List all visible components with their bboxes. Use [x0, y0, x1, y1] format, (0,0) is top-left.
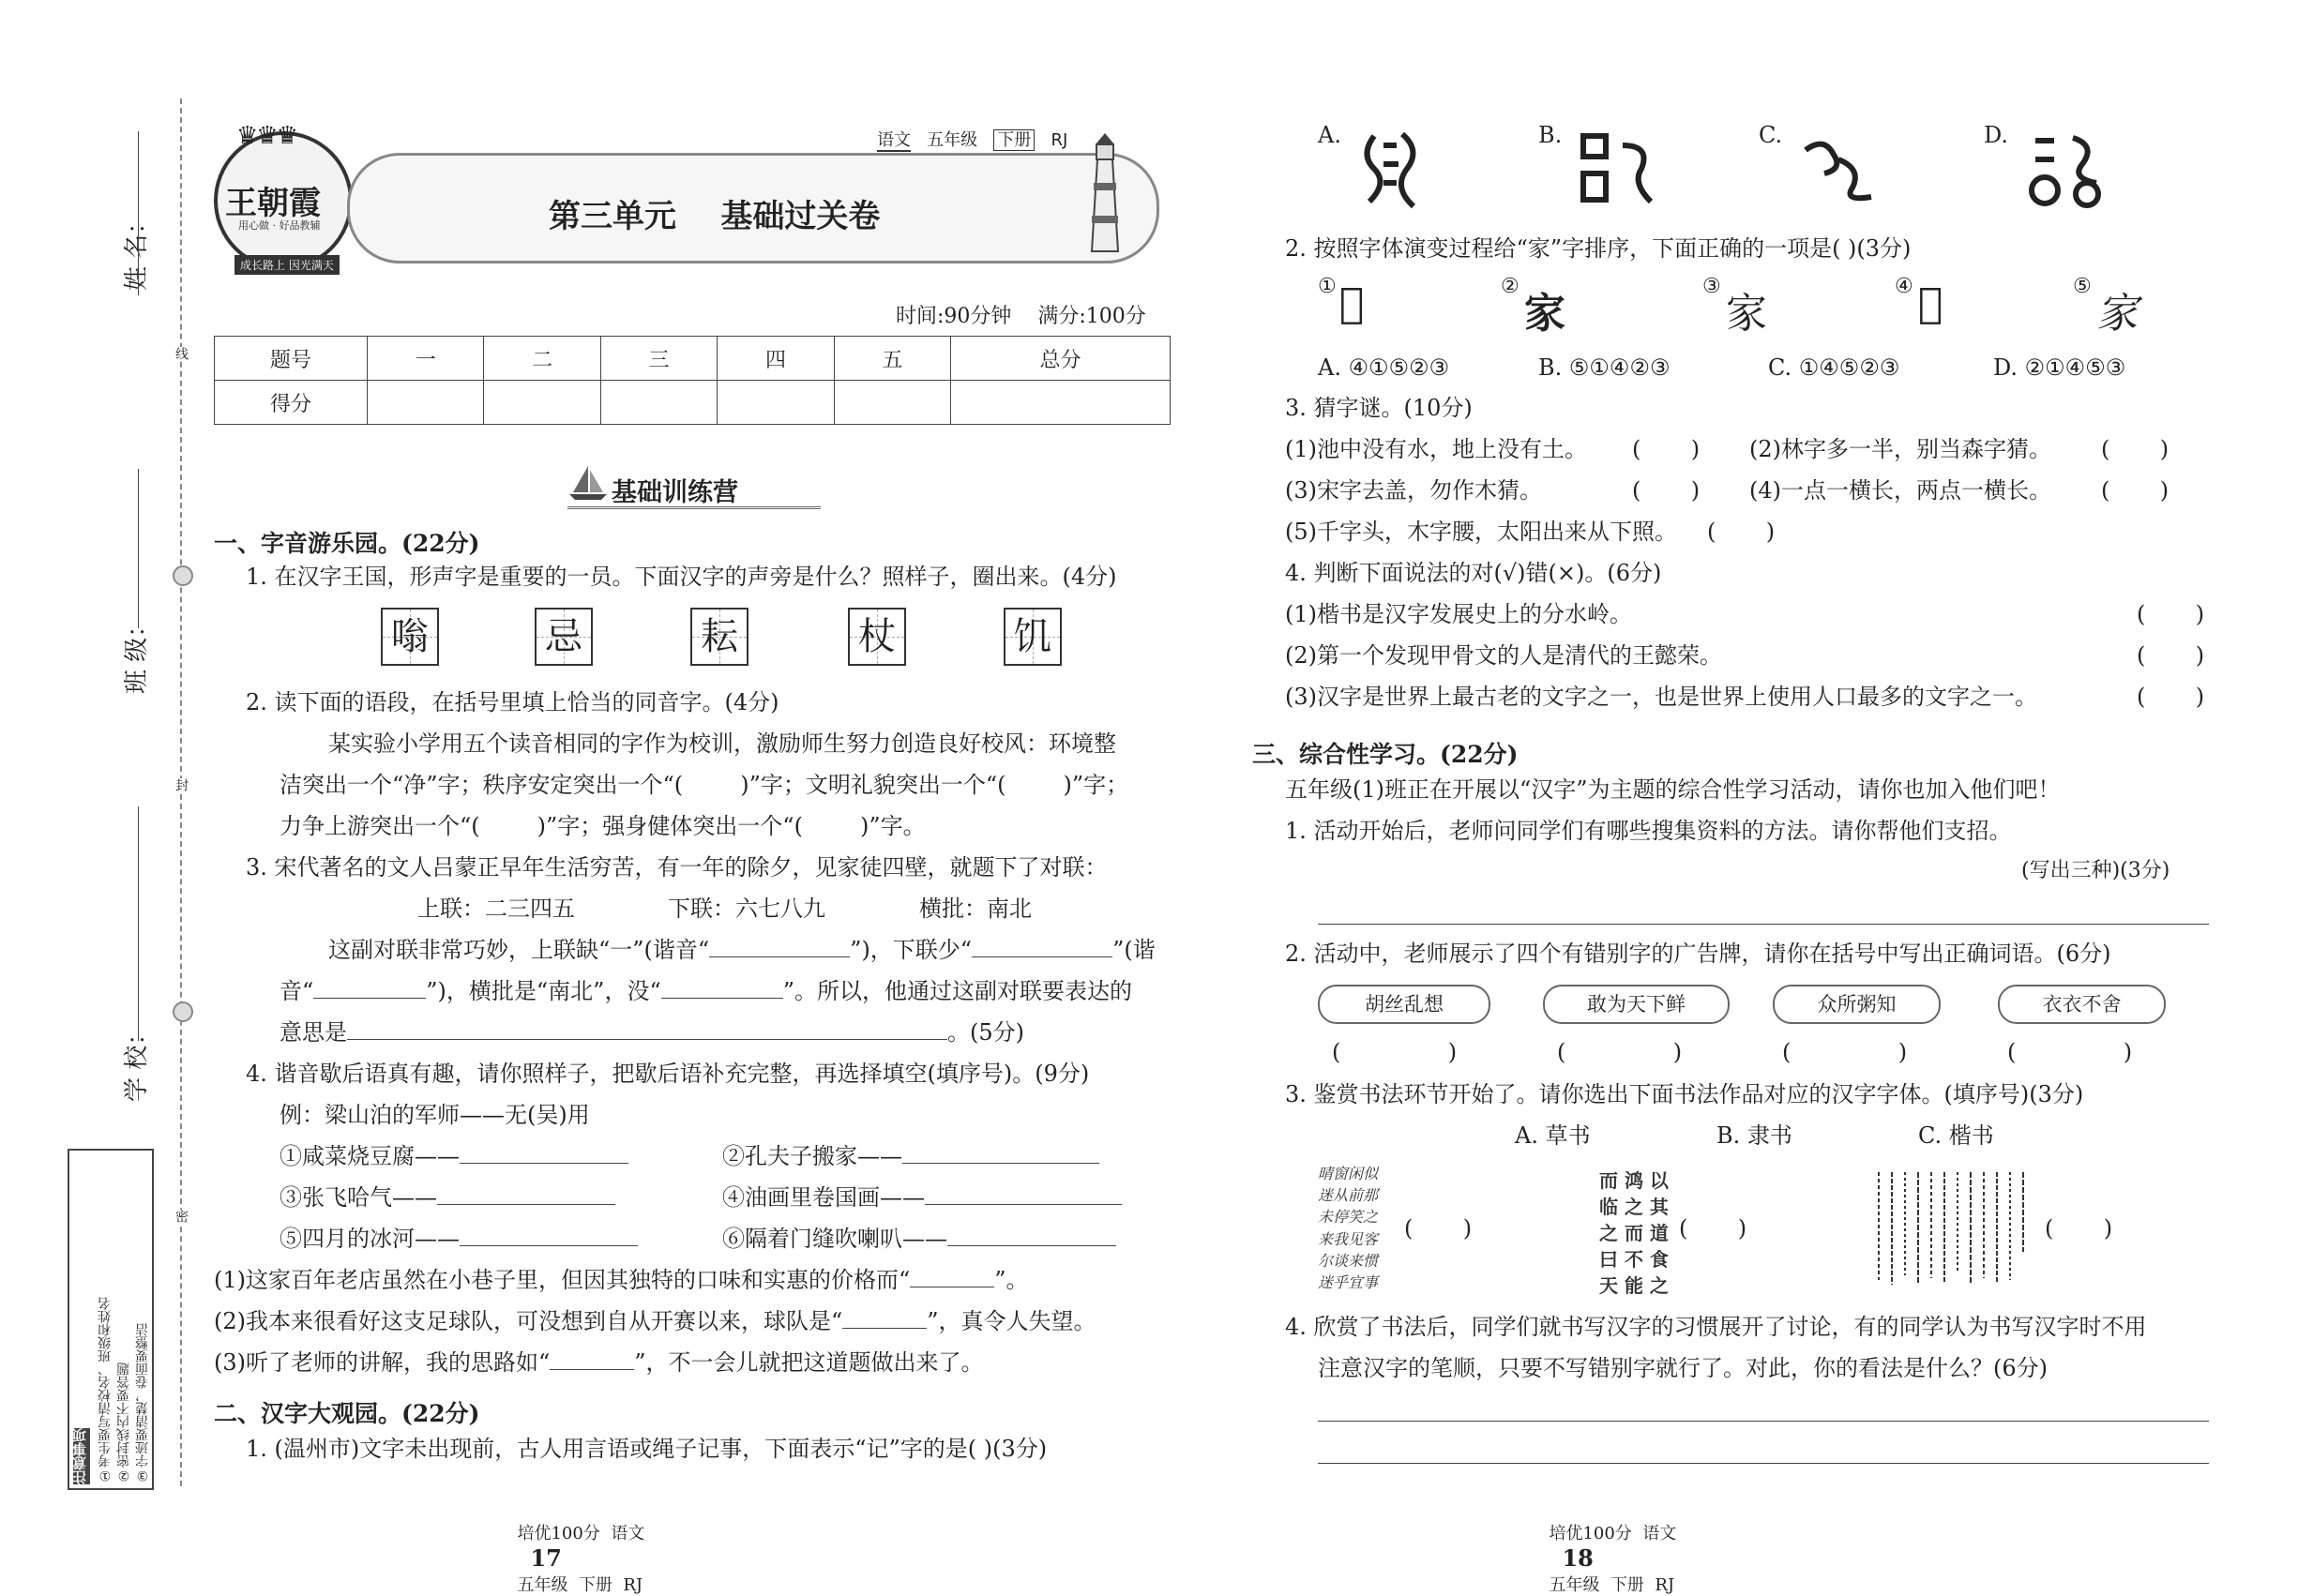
- blank-field[interactable]: [925, 1204, 1122, 1205]
- jia-glyph-5: 家: [2096, 290, 2138, 338]
- answer-line[interactable]: [1318, 1421, 2209, 1422]
- notice-title: 注意事项: [71, 1428, 88, 1484]
- question-1-1: 1. 在汉字王国，形声字是重要的一员。下面汉字的声旁是什么？照样子，圈出来。(4分): [246, 564, 1117, 590]
- answer-paren[interactable]: ( ): [1404, 1215, 1473, 1242]
- ad-sign: 敢为天下鲜: [1543, 985, 1730, 1024]
- score-header-row: [215, 337, 1171, 381]
- footer-book: 培优100分 语文: [1549, 1524, 1677, 1543]
- char-box[interactable]: 杖: [848, 608, 906, 666]
- score-row-label: 得分: [215, 381, 368, 425]
- q4-sentence: (1)这家百年老店虽然在小巷子里，但因其独特的口味和实惠的价格而“ ”。: [214, 1267, 1029, 1293]
- answer-line[interactable]: [1318, 1463, 2209, 1464]
- section-3-intro: 五年级(1)班正在开展以“汉字”为主题的综合性学习活动，请你也加入他们吧！: [1285, 776, 2061, 803]
- xiehouyu-item: ⑥隔着门缝吹喇叭——: [722, 1227, 1116, 1250]
- option-label: B.: [1538, 122, 1563, 148]
- blank-field[interactable]: [947, 1245, 1116, 1246]
- footer-right: [1538, 1500, 1676, 1596]
- answer-paren[interactable]: ( ): [1782, 1039, 1908, 1065]
- score-table: [214, 336, 1171, 425]
- glyph-num: ①: [1318, 275, 1337, 298]
- answer-paren[interactable]: ( ): [2045, 1215, 2113, 1242]
- question-2-2: 2. 按照字体演变过程给“家”字排序，下面正确的一项是( )(3分): [1285, 235, 1912, 262]
- jia-glyph-3: 家: [1726, 290, 1767, 338]
- score-cell[interactable]: [368, 381, 484, 425]
- xiehouyu-item: ⑤四月的冰河——: [280, 1227, 638, 1250]
- crown-icon: ♛♛♛: [236, 122, 296, 150]
- question-3-3: 3. 鉴赏书法环节开始了。请你选出下面书法作品对应的汉字字体。(填序号)(3分): [1285, 1081, 2084, 1107]
- page-number: 17: [530, 1544, 562, 1572]
- score-cell[interactable]: [484, 381, 600, 425]
- cut-mark: 封: [174, 778, 189, 791]
- section-2-title: 二、汉字大观园。(22分): [214, 1400, 480, 1427]
- q4-sentence: (2)我本来很看好这支足球队，可没想到自从开赛以来，球队是“ ”，真令人失望。: [214, 1308, 1096, 1334]
- xiehouyu-item: ③张飞哈气——: [280, 1186, 615, 1209]
- ancient-glyph-a[interactable]: [1355, 127, 1430, 215]
- passage-line: 力争上游突出一个“( )”字；强身健体突出一个“( )”字。: [280, 813, 926, 839]
- score-cell[interactable]: [951, 381, 1171, 425]
- answer-paren[interactable]: ( ): [1707, 519, 1776, 545]
- notice-item: ②密封线内不要答题: [116, 1363, 131, 1483]
- blank-field[interactable]: [550, 1369, 634, 1370]
- option-label: A.: [1318, 122, 1341, 148]
- score-header: 三: [600, 337, 717, 381]
- calligraphy-sample-2: 而 鸿 以 临 之 其 之 而 道 曰 不 食 天 能 之: [1599, 1169, 1669, 1297]
- calligraphy-sample-1: 晴窗闲似 迷从前那 未停笑之 来我见客 尔谈来惯 迷乎宜事: [1318, 1165, 1379, 1291]
- blank-field[interactable]: [902, 1163, 1099, 1164]
- section-1-title: 一、字音游乐园。(22分): [214, 530, 480, 557]
- cut-mark: 线: [174, 347, 189, 360]
- score-row: [215, 381, 1171, 425]
- footer-left: [506, 1500, 644, 1596]
- q4-sentence: (3)听了老师的讲解，我的思路如“ ”，不一会儿就把这道题做出来了。: [214, 1349, 984, 1376]
- name-label: 姓 名：: [123, 209, 151, 291]
- footer-grade: 五年级 下册 RJ: [517, 1575, 643, 1595]
- question-3-4: 4. 欣赏了书法后，同学们就书写汉字的习惯展开了讨论，有的同学认为书写汉字时不用: [1285, 1314, 2147, 1340]
- jia-glyph-2: 家: [1524, 290, 1565, 338]
- blank-field[interactable]: [460, 1245, 638, 1246]
- choice-c[interactable]: C. ①④⑤②③: [1768, 354, 1900, 381]
- q3-line3: 意思是 。(5分): [280, 1019, 1024, 1046]
- brand-name: 王朝霞: [225, 185, 321, 222]
- answer-paren[interactable]: ( ): [2137, 684, 2205, 710]
- riddle: (5)千字头，木字腰，太阳出来从下照。: [1285, 519, 1677, 545]
- lighthouse-icon: [1088, 131, 1122, 253]
- question-3-4-cont: 注意汉字的笔顺，只要不写错别字就行了。对此，你的看法是什么？(6分): [1318, 1355, 2048, 1381]
- riddle: (1)池中没有水，地上没有土。: [1285, 436, 1587, 462]
- tag-grade: 五年级: [927, 130, 978, 150]
- ad-sign: 胡丝乱想: [1318, 985, 1490, 1024]
- script-option: A. 草书: [1515, 1122, 1591, 1149]
- question-3-1-note: (写出三种)(3分): [2021, 859, 2170, 882]
- xiehouyu-item: ①咸菜烧豆腐——: [280, 1145, 628, 1167]
- answer-paren[interactable]: ( ): [1332, 1039, 1458, 1065]
- score-cell[interactable]: [600, 381, 717, 425]
- question-1-2: 2. 读下面的语段，在括号里填上恰当的同音字。(4分): [246, 689, 779, 715]
- blank-field[interactable]: [437, 1204, 615, 1205]
- score-header: 一: [368, 337, 484, 381]
- option-label: C.: [1759, 122, 1783, 148]
- blank-field[interactable]: [972, 956, 1112, 957]
- question-3-2: 2. 活动中，老师展示了四个有错别字的广告牌，请你在括号中写出正确词语。(6分): [1285, 941, 2111, 967]
- char-box[interactable]: 忌: [535, 608, 593, 666]
- tag-volume: 下册: [993, 129, 1035, 151]
- judge-item: (3)汉字是世界上最古老的文字之一，也是世界上使用人口最多的文字之一。: [1285, 684, 2037, 710]
- school-label: 学 校：: [123, 1020, 151, 1102]
- glyph-num: ④: [1895, 275, 1913, 298]
- answer-paren[interactable]: ( ): [1557, 1039, 1683, 1065]
- riddle: (3)宋字去盖，勿作木猜。: [1285, 477, 1542, 504]
- blank-field[interactable]: [661, 998, 783, 999]
- time-info: 时间:90分钟 满分:100分: [896, 305, 1146, 328]
- ancient-glyph-d[interactable]: [2026, 127, 2110, 215]
- score-header: 五: [834, 337, 950, 381]
- script-option: C. 楷书: [1918, 1122, 1994, 1149]
- judge-item: (2)第一个发现甲骨文的人是清代的王懿荣。: [1285, 642, 1722, 669]
- score-header: 四: [718, 337, 834, 381]
- script-option: B. 隶书: [1716, 1122, 1792, 1149]
- blank-field[interactable]: [842, 1328, 927, 1329]
- ancient-glyph-c[interactable]: [1796, 131, 1881, 210]
- ad-sign: 众所粥知: [1773, 985, 1941, 1024]
- punch-hole: [173, 1001, 193, 1022]
- passage-line: 洁突出一个“净”字；秩序安定突出一个“( )”字；文明礼貌突出一个“( )”字；: [280, 772, 1129, 798]
- blank-field[interactable]: [347, 1039, 947, 1040]
- xiehouyu-item: ④油画里卷国画——: [722, 1186, 1122, 1209]
- char-box[interactable]: 饥: [1004, 608, 1062, 666]
- glyph-num: ⑤: [2073, 275, 2092, 298]
- ancient-glyph-b[interactable]: [1576, 127, 1660, 215]
- choice-d[interactable]: D. ②①④⑤③: [1993, 354, 2126, 381]
- jia-glyph-1: 𠖲: [1339, 279, 1365, 327]
- option-label: D.: [1984, 122, 2009, 148]
- footer-grade: 五年级 下册 RJ: [1549, 1575, 1675, 1595]
- section-3-title: 三、综合性学习。(22分): [1252, 741, 1519, 768]
- couplet-horizontal: 横批：南北: [919, 896, 1032, 922]
- notice-item: ①考生要写清校名、班级和姓名: [98, 1297, 113, 1483]
- banner-rule: [567, 506, 821, 509]
- passage-line: 某实验小学用五个读音相同的字作为校训，激励师生努力创造良好校风：环境整: [328, 730, 1116, 757]
- class-field[interactable]: [138, 469, 139, 628]
- q3-line2: 音“ ”)，横批是“南北”，没“ ”。所以，他通过这副对联要表达的: [280, 978, 1133, 1004]
- brand-slogan: 成长路上 因光满天: [234, 255, 340, 275]
- question-1-3: 3. 宋代著名的文人吕蒙正早年生活穷苦，有一年的除夕，见家徒四壁，就题下了对联：: [246, 854, 1108, 881]
- page-number: 18: [1562, 1544, 1594, 1572]
- score-cell[interactable]: [718, 381, 834, 425]
- answer-paren[interactable]: ( ): [2101, 477, 2169, 504]
- score-header: 总分: [951, 337, 1171, 381]
- answer-paren[interactable]: ( ): [2137, 642, 2205, 669]
- question-2-3: 3. 猜字谜。(10分): [1285, 395, 1473, 421]
- cut-line: [180, 98, 182, 1486]
- judge-item: (1)楷书是汉字发展史上的分水岭。: [1285, 601, 1632, 627]
- notice-item: ③字迹要清楚，卷面要整洁: [135, 1323, 150, 1483]
- sailboat-icon: [567, 464, 609, 505]
- answer-paren[interactable]: ( ): [1679, 1215, 1747, 1242]
- q3-line1: 这副对联非常巧妙，上联缺“一”(谐音“ ”)，下联少“ ”(谐: [328, 937, 1156, 963]
- score-header: 二: [484, 337, 600, 381]
- blank-field[interactable]: [460, 1163, 628, 1164]
- section-banner: 基础训练营: [612, 478, 738, 507]
- glyph-num: ③: [1702, 275, 1721, 298]
- answer-paren[interactable]: ( ): [1632, 477, 1701, 504]
- choice-a[interactable]: A. ④①⑤②③: [1318, 354, 1450, 381]
- notice-box: [68, 1149, 154, 1490]
- class-label: 班 级：: [123, 612, 151, 694]
- brand-sub: 用心做 · 好品教辅: [238, 219, 321, 232]
- couplet-down: 下联：六七八九: [668, 896, 825, 922]
- answer-line[interactable]: [1318, 924, 2209, 925]
- choice-b[interactable]: B. ⑤①④②③: [1538, 354, 1671, 381]
- q4-example: 例：梁山泊的军师——无(吴)用: [280, 1102, 590, 1128]
- answer-paren[interactable]: ( ): [1632, 436, 1701, 462]
- jia-glyph-4: 𡧉: [1918, 279, 1943, 327]
- name-field[interactable]: [138, 131, 139, 295]
- blank-field[interactable]: [709, 956, 850, 957]
- score-cell[interactable]: [834, 381, 950, 425]
- punch-hole: [173, 565, 193, 586]
- question-2-4: 4. 判断下面说法的对(√)错(×)。(6分): [1285, 560, 1662, 586]
- tag-subject: 语文: [877, 130, 911, 150]
- answer-paren[interactable]: ( ): [2137, 601, 2205, 627]
- header-tags: [877, 127, 1067, 151]
- calligraphy-sample-3: [1871, 1167, 2031, 1293]
- answer-paren[interactable]: ( ): [2101, 436, 2169, 462]
- school-field[interactable]: [138, 806, 139, 1041]
- ad-sign: 衣衣不舍: [1998, 985, 2166, 1024]
- brand-logo: [214, 122, 353, 272]
- question-1-4: 4. 谐音歇后语真有趣，请你照样子，把歇后语补充完整，再选择填空(填序号)。(9分): [246, 1061, 1090, 1087]
- tag-edition: RJ: [1051, 130, 1068, 150]
- cut-mark: 密: [174, 1210, 189, 1223]
- question-2-1: 1. (温州市)文字未出现前，古人用言语或绳子记事，下面表示“记”字的是( )(3分): [246, 1436, 1048, 1462]
- glyph-num: ②: [1501, 275, 1519, 298]
- answer-paren[interactable]: ( ): [2007, 1039, 2133, 1065]
- footer-book: 培优100分 语文: [517, 1524, 645, 1543]
- xiehouyu-item: ②孔夫子搬家——: [722, 1145, 1099, 1167]
- page-title: 第三单元 基础过关卷: [549, 198, 881, 235]
- couplet-up: 上联：二三四五: [417, 896, 575, 922]
- score-header: 题号: [215, 337, 368, 381]
- blank-field[interactable]: [313, 998, 426, 999]
- char-box[interactable]: 耘: [690, 608, 748, 666]
- question-3-1: 1. 活动开始后，老师问同学们有哪些搜集资料的方法。请你帮他们支招。: [1285, 818, 2012, 844]
- riddle: (4)一点一横长，两点一横长。: [1749, 477, 2051, 504]
- char-box[interactable]: 嗡: [381, 608, 439, 666]
- riddle: (2)林字多一半，别当森字猜。: [1749, 436, 2051, 462]
